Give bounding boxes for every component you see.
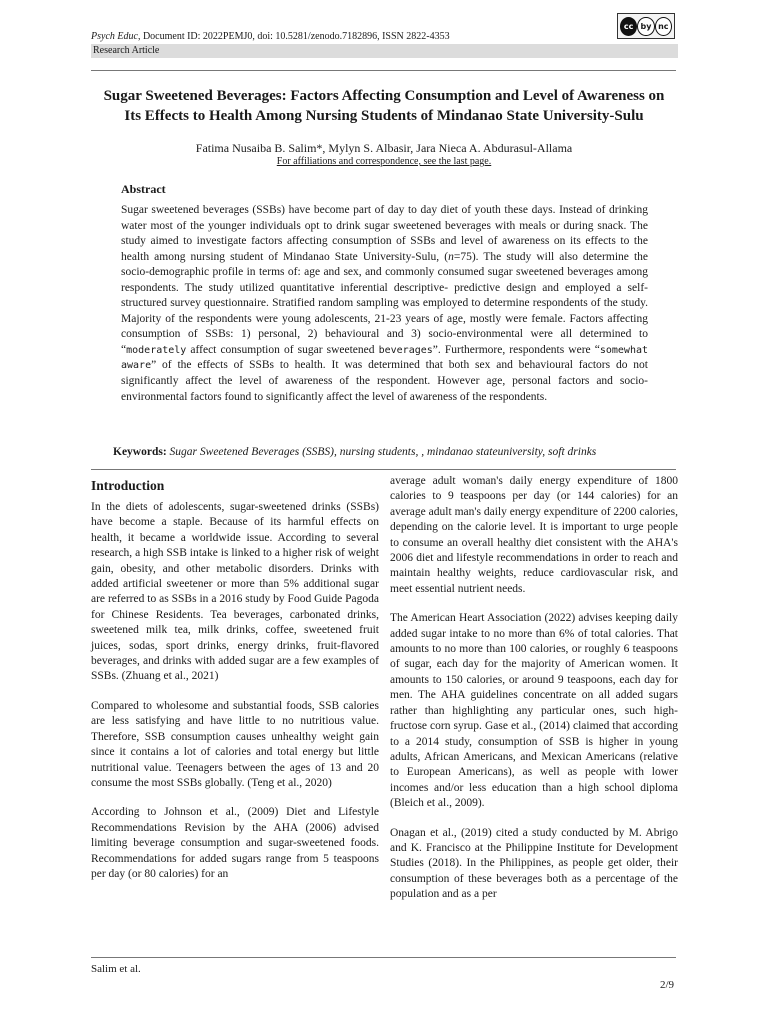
author-list: Fatima Nusaiba B. Salim*, Mylyn S. Albasir, Jara Nieca A. Abdurasul-Allama [195, 141, 573, 155]
abstract-term-beverages: beverages [378, 344, 433, 356]
abstract-text-1: Sugar sweetened beverages (SSBs) have become part of day to day diet of youth these days. Instead of drinking water most of the younger individuals opt to drink sugar sweetened beverages with meals or during snack. The study aimed to investigate factors affecting consumption of SSBs and level of awareness on its effects to the health among nursing student of Mindanao State University-Sulu, ( [121, 204, 648, 263]
left-column [91, 500, 379, 896]
document-info: , Document ID: 2022PEMJ0, doi: 10.5281/zenodo.7182896, ISSN 2822-4353 [137, 31, 450, 42]
keywords-text: Sugar Sweetened Beverages (SSBS), nursing students, , mindanao stateuniversity, soft drinks [166, 446, 597, 458]
intro-paragraph-4: average adult woman's daily energy expenditure of 1800 calories to 9 teaspoons per day (or 144 calories) for an average adult man's daily energy expenditure of 2200 calories, depending on the calorie level. It is important to urge people to consume an overall healthy diet consistent with the AHA's 2006 diet and lifestyle recommendations in order to reach and maintain healthy weights, reduce cardiovascular risk, and meet essential nutrient needs. [390, 475, 678, 595]
header-divider [91, 70, 676, 71]
intro-paragraph-2: Compared to wholesome and substantial foods, SSB calories are less satisfying and have little to no nutritious value. Therefore, SSB consumption causes unhealthy weight gain since it contains a lot of calories and total energy but little nutritional value. Teenagers between the ages of 13 and 20 consume the most SSBs globally. (Teng et al., 2020) [91, 699, 379, 789]
abstract-text-4: ”. Furthermore, respondents were “ [432, 343, 600, 356]
intro-paragraph-1: In the diets of adolescents, sugar-sweetened drinks (SSBs) have become a staple. Because of its harmful effects on health, it became a worldwide issue. According to several research, a high SSB intake is linked to a higher risk of weight gain, obesity, and other metabolic disorders. Drinks with added artificial sweetener or more than 5% additional sugar are referred to as SSBs in a 2016 study by Food Guide Pagoda for Chinese Residents. Tea beverages, carbonated drinks, sweetened milk tea, milk drinks, coffee, sweetened fruit juices, sodas, sport drinks, energy drinks, fruit-flavored beverages, and drinks with added sugar are a few examples of SSBs. (Zhuang et al., 2021) [91, 501, 379, 683]
abstract-term-moderately: moderately [126, 344, 187, 356]
right-column [390, 474, 678, 917]
abstract-heading: Abstract [121, 182, 166, 196]
title-line-2: Its Effects to Health Among Nursing Students of Mindanao State University-Sulu [124, 108, 644, 124]
affiliation-link[interactable]: For affiliations and correspondence, see the last page. [276, 156, 492, 167]
page-number: 2/9 [660, 979, 675, 991]
abstract-term-somewhat-aware: somewhat aware [121, 344, 649, 372]
abstract-divider [91, 469, 676, 470]
noncommercial-icon: nc [655, 17, 672, 36]
intro-paragraph-5: The American Heart Association (2022) advises keeping daily added sugar intake to no more than 6% of total calories. That amounts to no more than 100 calories, or roughly 6 teaspoons of sugar, each day for the majority of American women. It amounts to 150 calories, or around 9 teaspoons, each day for men. The AHA guidelines concentrate on all added sugars rather than highlighting any particular ones, such high-fructose corn syrup. Gase et al., (2014) claimed that according to a 2014 study, consumption of SSB is higher in young adults, African Americans, and Mexican Americans (relative to European Americans), as well as people with lower incomes and/or less education than a high school diploma (Bleich et al., 2009). [390, 612, 678, 810]
cc-icon: cc [620, 17, 637, 36]
intro-paragraph-3: According to Johnson et al., (2009) Diet and Lifestyle Recommendations Revision by the AHA (2006) advised limiting beverage consumption and sugar-sweetened foods. Recommendations for added sugars range from 5 teaspoons per day (or 80 calories) for an [91, 806, 379, 880]
footer-divider [91, 957, 676, 958]
abstract-text-5: ” of the effects of SSBs to health. It was determined that both sex and behavioural factors do not significantly affect the level of awareness of the respondent. However age, personal factors and socio-environmental factors found to significantly affect the level of awareness of the respondents. [121, 359, 648, 403]
abstract-text-3: affect consumption of sugar sweetened [186, 343, 379, 356]
keywords-label: Keywords: [113, 446, 167, 458]
introduction-heading: Introduction [91, 478, 165, 493]
abstract-body [121, 203, 648, 405]
abstract-n-symbol: n [448, 250, 454, 263]
abstract-text-2: =75). The study will also determine the socio-demographic profile in terms of: age and sex, and commonly consumed sugar sweetened beverages among respondents. The study utilized quantitative inferential descriptive- predictive design and employed a self-structured survey questionnaire. Stratified random sampling was employed to determine respondents of the study. Majority of the respondents were young adolescents, 21-23 years of age, mostly were female. Factors affecting consumption of SSBs: 1) personal, 2) behavioural and 3) socio-environmental were all determined to “ [121, 250, 648, 356]
title-line-1: Sugar Sweetened Beverages: Factors Affecting Consumption and Level of Awareness on [103, 88, 665, 104]
footer-author: Salim et al. [91, 963, 141, 975]
article-type-bar: Research Article [91, 44, 678, 58]
keywords-line [113, 446, 596, 458]
paper-title [80, 86, 688, 126]
journal-name: Psych Educ [91, 31, 138, 42]
intro-paragraph-6: Onagan et al., (2019) cited a study conducted by M. Abrigo and K. Francisco at the Philippine Institute for Development Studies (2018). In the Philippines, as people get older, their consumption of these beverages both as a percentage of the population and as a per [390, 826, 678, 901]
attribution-icon: by [637, 17, 654, 36]
journal-header [91, 31, 450, 42]
cc-license-badge[interactable] [617, 13, 675, 39]
